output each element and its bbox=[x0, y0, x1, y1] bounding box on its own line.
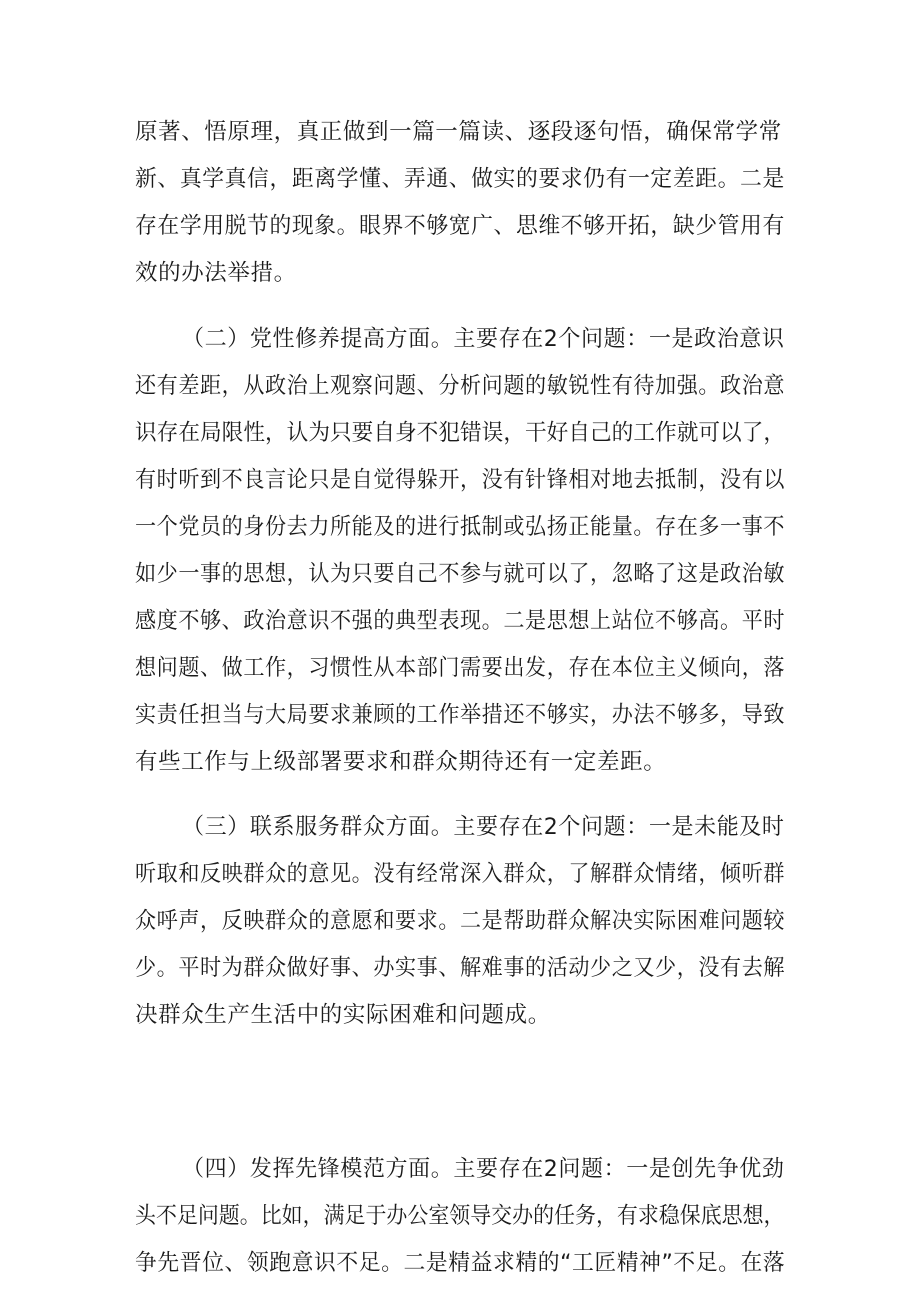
paragraph-line: 听取和反映群众的意见。没有经常深入群众，了解群众情绪，倾听群 bbox=[135, 861, 786, 887]
paragraph-line: 众呼声，反映群众的意愿和要求。二是帮助群众解决实际困难问题较 bbox=[135, 908, 786, 934]
paragraph-line: 如少一事的思想，认为只要自己不参与就可以了，忽略了这是政治敏 bbox=[135, 561, 786, 587]
paragraph-line: 一个党员的身份去力所能及的进行抵制或弘扬正能量。存在多一事不 bbox=[135, 514, 786, 540]
paragraph-line: 想问题、做工作，习惯性从本部门需要出发，存在本位主义倾向，落 bbox=[135, 655, 786, 681]
section-heading-line: （四）发挥先锋模范方面。主要存在2问题：一是创先争优劲 bbox=[182, 1156, 785, 1182]
paragraph-line: 少。平时为群众做好事、办实事、解难事的活动少之又少，没有去解 bbox=[135, 955, 786, 981]
paragraph-line: 头不足问题。比如，满足于办公室领导交办的任务，有求稳保底思想， bbox=[135, 1203, 785, 1229]
paragraph-line: 识存在局限性，认为只要自身不犯错误，干好自己的工作就可以了， bbox=[135, 420, 786, 446]
paragraph-line: 感度不够、政治意识不强的典型表现。二是思想上站位不够高。平时 bbox=[135, 608, 786, 634]
paragraph-line: 原著、悟原理，真正做到一篇一篇读、逐段逐句悟，确保常学常 bbox=[135, 119, 782, 145]
paragraph-line: 争先晋位、领跑意识不足。二是精益求精的“工匠精神”不足。在落 bbox=[135, 1250, 786, 1276]
section-heading-line: （三）联系服务群众方面。主要存在2个问题：一是未能及时 bbox=[182, 814, 785, 840]
paragraph-line: 有时听到不良言论只是自觉得躲开，没有针锋相对地去抵制，没有以 bbox=[135, 467, 786, 493]
paragraph-line: 还有差距，从政治上观察问题、分析问题的敏锐性有待加强。政治意 bbox=[135, 373, 786, 399]
paragraph-line: 存在学用脱节的现象。眼界不够宽广、思维不够开拓，缺少管用有 bbox=[135, 213, 785, 239]
section-heading-line: （二）党性修养提高方面。主要存在2个问题：一是政治意识 bbox=[182, 326, 785, 352]
paragraph-line: 新、真学真信，距离学懂、弄通、做实的要求仍有一定差距。二是 bbox=[135, 166, 785, 192]
paragraph-line: 决群众生产生活中的实际困难和问题成。 bbox=[135, 1002, 551, 1028]
paragraph-line: 效的办法举措。 bbox=[135, 260, 297, 286]
paragraph-line: 实责任担当与大局要求兼顾的工作举措还不够实，办法不够多，导致 bbox=[135, 702, 786, 728]
paragraph-line: 有些工作与上级部署要求和群众期待还有一定差距。 bbox=[135, 749, 667, 775]
